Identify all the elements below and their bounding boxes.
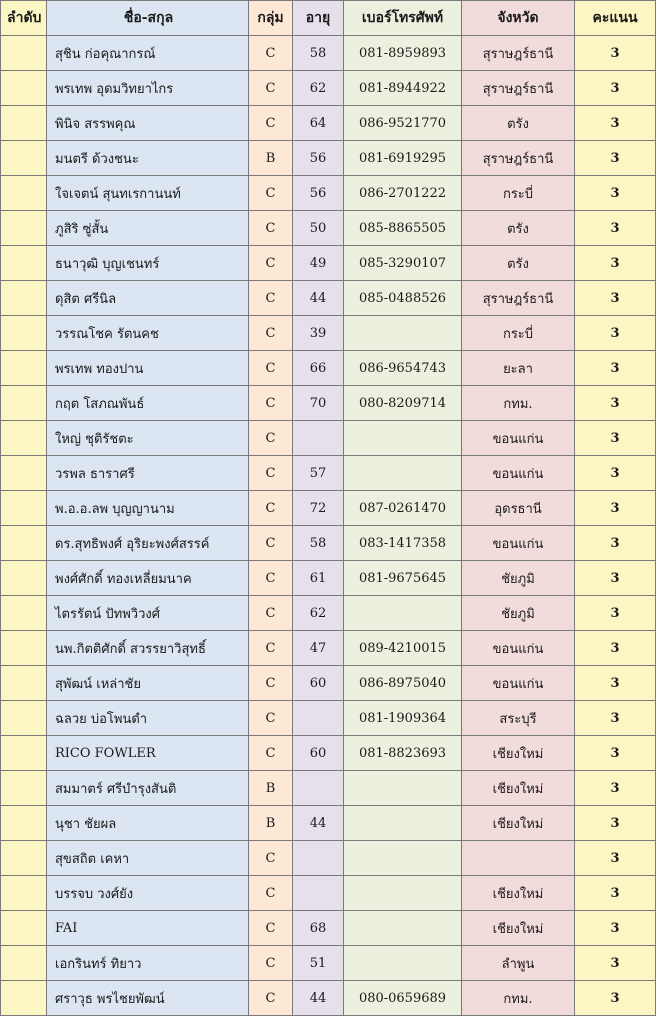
cell-index[interactable]	[1, 771, 47, 806]
cell-phone[interactable]: 085-8865505	[344, 211, 462, 246]
cell-age[interactable]	[293, 841, 344, 876]
table-header	[1, 1, 656, 36]
cell-group[interactable]: C	[249, 596, 293, 631]
cell-group[interactable]: B	[249, 141, 293, 176]
cell-age[interactable]: 50	[293, 211, 344, 246]
cell-group[interactable]: C	[249, 561, 293, 596]
cell-province[interactable]: เชียงใหม่	[462, 771, 575, 806]
cell-name[interactable]: สุชิน ก่อคุณากรณ์	[47, 36, 249, 71]
cell-score[interactable]: 3	[575, 736, 656, 771]
cell-name[interactable]: สมมาตร์ ศรีบำรุงสันติ	[47, 771, 249, 806]
cell-index[interactable]	[1, 876, 47, 911]
cell-age[interactable]: 58	[293, 526, 344, 561]
cell-age[interactable]: 60	[293, 666, 344, 701]
cell-index[interactable]	[1, 141, 47, 176]
cell-age[interactable]	[293, 876, 344, 911]
cell-phone[interactable]: 089-4210015	[344, 631, 462, 666]
table-row	[1, 211, 656, 246]
table-row	[1, 841, 656, 876]
cell-age[interactable]: 56	[293, 141, 344, 176]
cell-score[interactable]: 3	[575, 946, 656, 981]
cell-age[interactable]: 70	[293, 386, 344, 421]
cell-province[interactable]: ขอนแก่น	[462, 666, 575, 701]
cell-group[interactable]: C	[249, 981, 293, 1016]
cell-phone[interactable]: 081-1909364	[344, 701, 462, 736]
cell-score[interactable]: 3	[575, 981, 656, 1016]
cell-group[interactable]: C	[249, 631, 293, 666]
cell-group[interactable]: C	[249, 176, 293, 211]
header-province[interactable]: จังหวัด	[462, 1, 575, 36]
cell-province[interactable]: สุราษฎร์ธานี	[462, 281, 575, 316]
cell-group[interactable]: C	[249, 211, 293, 246]
cell-group[interactable]: C	[249, 841, 293, 876]
header-index[interactable]: ลำดับ	[1, 1, 47, 36]
cell-name[interactable]: บรรจบ วงศ์ยัง	[47, 876, 249, 911]
table-row	[1, 491, 656, 526]
cell-index[interactable]	[1, 246, 47, 281]
cell-phone[interactable]: 081-8944922	[344, 71, 462, 106]
cell-age[interactable]: 57	[293, 456, 344, 491]
cell-age[interactable]: 47	[293, 631, 344, 666]
cell-index[interactable]	[1, 561, 47, 596]
cell-name[interactable]: วรรณโชค รัตนคช	[47, 316, 249, 351]
cell-name[interactable]: พรเทพ ทองปาน	[47, 351, 249, 386]
cell-group[interactable]: C	[249, 386, 293, 421]
cell-age[interactable]: 44	[293, 281, 344, 316]
cell-group[interactable]: C	[249, 736, 293, 771]
cell-score[interactable]: 3	[575, 561, 656, 596]
table-row	[1, 421, 656, 456]
cell-phone[interactable]: 085-3290107	[344, 246, 462, 281]
header-age[interactable]: อายุ	[293, 1, 344, 36]
cell-name[interactable]: ธนาวุฒิ บุญเชนทร์	[47, 246, 249, 281]
cell-name[interactable]: วรพล ธาราศรี	[47, 456, 249, 491]
cell-age[interactable]	[293, 701, 344, 736]
cell-phone[interactable]: 081-8959893	[344, 36, 462, 71]
cell-index[interactable]	[1, 176, 47, 211]
cell-score[interactable]: 3	[575, 491, 656, 526]
cell-score[interactable]: 3	[575, 246, 656, 281]
table-row	[1, 631, 656, 666]
cell-score[interactable]: 3	[575, 666, 656, 701]
cell-index[interactable]	[1, 946, 47, 981]
cell-age[interactable]: 72	[293, 491, 344, 526]
cell-group[interactable]: B	[249, 771, 293, 806]
header-score[interactable]: คะแนน	[575, 1, 656, 36]
cell-phone[interactable]: 086-8975040	[344, 666, 462, 701]
cell-phone[interactable]: 087-0261470	[344, 491, 462, 526]
header-phone[interactable]: เบอร์โทรศัพท์	[344, 1, 462, 36]
table-row	[1, 386, 656, 421]
cell-phone[interactable]: 080-0659689	[344, 981, 462, 1016]
cell-province[interactable]: กทม.	[462, 386, 575, 421]
cell-phone[interactable]: 081-9675645	[344, 561, 462, 596]
cell-phone[interactable]	[344, 876, 462, 911]
cell-age[interactable]: 44	[293, 981, 344, 1016]
cell-name[interactable]: ฉลวย บ่อโพนดำ	[47, 701, 249, 736]
cell-age[interactable]: 62	[293, 596, 344, 631]
cell-province[interactable]: ลำพูน	[462, 946, 575, 981]
table-row	[1, 526, 656, 561]
table-row	[1, 176, 656, 211]
cell-group[interactable]: C	[249, 456, 293, 491]
cell-province[interactable]: สระบุรี	[462, 701, 575, 736]
cell-index[interactable]	[1, 491, 47, 526]
cell-name[interactable]: ดร.สุทธิพงศ์ อุริยะพงศ์สรรค์	[47, 526, 249, 561]
cell-age[interactable]: 62	[293, 71, 344, 106]
cell-age[interactable]: 44	[293, 806, 344, 841]
table-row	[1, 456, 656, 491]
cell-name[interactable]: นพ.กิตติศักดิ์ สวรรยาวิสุทธิ์	[47, 631, 249, 666]
table-row	[1, 981, 656, 1016]
cell-index[interactable]	[1, 596, 47, 631]
cell-name[interactable]: พินิจ สรรพคุณ	[47, 106, 249, 141]
cell-group[interactable]: C	[249, 666, 293, 701]
cell-phone[interactable]	[344, 911, 462, 946]
cell-age[interactable]: 60	[293, 736, 344, 771]
cell-age[interactable]: 66	[293, 351, 344, 386]
cell-phone[interactable]: 081-8823693	[344, 736, 462, 771]
cell-group[interactable]: C	[249, 316, 293, 351]
cell-score[interactable]: 3	[575, 141, 656, 176]
cell-score[interactable]: 3	[575, 421, 656, 456]
header-group[interactable]: กลุ่ม	[249, 1, 293, 36]
cell-name[interactable]: กฤต โสภณพันธ์	[47, 386, 249, 421]
cell-group[interactable]: C	[249, 246, 293, 281]
cell-index[interactable]	[1, 316, 47, 351]
table-row	[1, 666, 656, 701]
cell-name[interactable]: ภูสิริ ซู่สั้น	[47, 211, 249, 246]
cell-group[interactable]: C	[249, 701, 293, 736]
cell-name[interactable]: พรเทพ อุดมวิทยาไกร	[47, 71, 249, 106]
table-row	[1, 106, 656, 141]
cell-province[interactable]: ขอนแก่น	[462, 421, 575, 456]
cell-province[interactable]: กทม.	[462, 981, 575, 1016]
cell-name[interactable]: นุชา ชัยผล	[47, 806, 249, 841]
cell-phone[interactable]: 086-9654743	[344, 351, 462, 386]
cell-index[interactable]	[1, 386, 47, 421]
cell-province[interactable]: ชัยภูมิ	[462, 561, 575, 596]
cell-index[interactable]	[1, 281, 47, 316]
cell-index[interactable]	[1, 211, 47, 246]
cell-province[interactable]: ยะลา	[462, 351, 575, 386]
cell-name[interactable]: ไตรรัตน์ ปัทพวิวงศ์	[47, 596, 249, 631]
cell-age[interactable]: 64	[293, 106, 344, 141]
cell-phone[interactable]	[344, 771, 462, 806]
cell-index[interactable]	[1, 666, 47, 701]
cell-phone[interactable]	[344, 456, 462, 491]
table-row	[1, 701, 656, 736]
table-row	[1, 281, 656, 316]
cell-name[interactable]: ใหญ่ ชุติรัชตะ	[47, 421, 249, 456]
cell-province[interactable]: ตรัง	[462, 246, 575, 281]
cell-name[interactable]: ใจเจตน์ สุนทเรกานนท์	[47, 176, 249, 211]
table-body	[1, 36, 656, 1016]
cell-index[interactable]	[1, 981, 47, 1016]
cell-score[interactable]: 3	[575, 596, 656, 631]
table-row	[1, 911, 656, 946]
cell-score[interactable]: 3	[575, 911, 656, 946]
cell-group[interactable]: C	[249, 36, 293, 71]
cell-phone[interactable]: 085-0488526	[344, 281, 462, 316]
cell-score[interactable]: 3	[575, 876, 656, 911]
table-row	[1, 876, 656, 911]
cell-index[interactable]	[1, 36, 47, 71]
cell-age[interactable]: 61	[293, 561, 344, 596]
table-row	[1, 351, 656, 386]
cell-score[interactable]: 3	[575, 806, 656, 841]
cell-group[interactable]: C	[249, 421, 293, 456]
cell-phone[interactable]: 081-6919295	[344, 141, 462, 176]
cell-phone[interactable]	[344, 841, 462, 876]
cell-score[interactable]: 3	[575, 841, 656, 876]
cell-group[interactable]: C	[249, 281, 293, 316]
cell-name[interactable]: ดุสิต ศรีนิล	[47, 281, 249, 316]
cell-index[interactable]	[1, 71, 47, 106]
table-row	[1, 246, 656, 281]
cell-score[interactable]: 3	[575, 526, 656, 561]
cell-name[interactable]: RICO FOWLER	[47, 736, 249, 771]
cell-index[interactable]	[1, 526, 47, 561]
header-row	[1, 1, 656, 36]
cell-province[interactable]: สุราษฎร์ธานี	[462, 71, 575, 106]
cell-province[interactable]: ตรัง	[462, 211, 575, 246]
cell-score[interactable]: 3	[575, 771, 656, 806]
cell-score[interactable]: 3	[575, 701, 656, 736]
cell-index[interactable]	[1, 456, 47, 491]
cell-province[interactable]: ขอนแก่น	[462, 631, 575, 666]
cell-score[interactable]: 3	[575, 386, 656, 421]
cell-index[interactable]	[1, 701, 47, 736]
cell-age[interactable]: 39	[293, 316, 344, 351]
cell-score[interactable]: 3	[575, 351, 656, 386]
cell-score[interactable]: 3	[575, 176, 656, 211]
cell-index[interactable]	[1, 631, 47, 666]
cell-index[interactable]	[1, 736, 47, 771]
table-row	[1, 771, 656, 806]
cell-name[interactable]: พงศ์ศักดิ์ ทองเหลี่ยมนาค	[47, 561, 249, 596]
cell-age[interactable]	[293, 421, 344, 456]
cell-index[interactable]	[1, 351, 47, 386]
cell-score[interactable]: 3	[575, 631, 656, 666]
cell-name[interactable]: พ.อ.อ.ลพ บุญญานาม	[47, 491, 249, 526]
table-row	[1, 561, 656, 596]
cell-age[interactable]: 49	[293, 246, 344, 281]
cell-name[interactable]: สุขสถิต เคหา	[47, 841, 249, 876]
cell-index[interactable]	[1, 421, 47, 456]
cell-phone[interactable]	[344, 316, 462, 351]
table-row	[1, 71, 656, 106]
cell-group[interactable]: C	[249, 526, 293, 561]
cell-province[interactable]: ขอนแก่น	[462, 526, 575, 561]
table-row	[1, 141, 656, 176]
cell-score[interactable]: 3	[575, 106, 656, 141]
cell-score[interactable]: 3	[575, 211, 656, 246]
cell-phone[interactable]: 086-9521770	[344, 106, 462, 141]
cell-age[interactable]: 56	[293, 176, 344, 211]
cell-phone[interactable]: 086-2701222	[344, 176, 462, 211]
cell-group[interactable]: C	[249, 911, 293, 946]
cell-name[interactable]: สุพัฒน์ เหล่าชัย	[47, 666, 249, 701]
cell-province[interactable]: เชียงใหม่	[462, 911, 575, 946]
cell-group[interactable]: B	[249, 806, 293, 841]
cell-index[interactable]	[1, 911, 47, 946]
table-row	[1, 36, 656, 71]
cell-province[interactable]	[462, 841, 575, 876]
cell-age[interactable]	[293, 771, 344, 806]
header-name[interactable]: ชื่อ-สกุล	[47, 1, 249, 36]
cell-province[interactable]: กระบี่	[462, 316, 575, 351]
cell-name[interactable]: เอกรินทร์ ทิยาว	[47, 946, 249, 981]
cell-group[interactable]: C	[249, 876, 293, 911]
cell-score[interactable]: 3	[575, 281, 656, 316]
cell-group[interactable]: C	[249, 106, 293, 141]
cell-province[interactable]: อุดรธานี	[462, 491, 575, 526]
cell-province[interactable]: ตรัง	[462, 106, 575, 141]
cell-province[interactable]: ชัยภูมิ	[462, 596, 575, 631]
cell-name[interactable]: ศราวุธ พรไชยพัฒน์	[47, 981, 249, 1016]
cell-phone[interactable]: 083-1417358	[344, 526, 462, 561]
cell-index[interactable]	[1, 106, 47, 141]
cell-province[interactable]: กระบี่	[462, 176, 575, 211]
table-row	[1, 806, 656, 841]
cell-phone[interactable]	[344, 421, 462, 456]
cell-province[interactable]: ขอนแก่น	[462, 456, 575, 491]
cell-index[interactable]	[1, 841, 47, 876]
cell-phone[interactable]	[344, 806, 462, 841]
table-row	[1, 596, 656, 631]
cell-index[interactable]	[1, 806, 47, 841]
cell-group[interactable]: C	[249, 491, 293, 526]
table-row	[1, 736, 656, 771]
cell-score[interactable]: 3	[575, 36, 656, 71]
cell-score[interactable]: 3	[575, 316, 656, 351]
cell-province[interactable]: เชียงใหม่	[462, 876, 575, 911]
cell-province[interactable]: สุราษฎร์ธานี	[462, 36, 575, 71]
cell-province[interactable]: สุราษฎร์ธานี	[462, 141, 575, 176]
cell-score[interactable]: 3	[575, 71, 656, 106]
cell-province[interactable]: เชียงใหม่	[462, 736, 575, 771]
cell-phone[interactable]	[344, 596, 462, 631]
cell-age[interactable]: 68	[293, 911, 344, 946]
cell-score[interactable]: 3	[575, 456, 656, 491]
cell-phone[interactable]: 080-8209714	[344, 386, 462, 421]
table-row	[1, 316, 656, 351]
cell-name[interactable]: FAI	[47, 911, 249, 946]
cell-name[interactable]: มนตรี ด้วงชนะ	[47, 141, 249, 176]
cell-age[interactable]: 51	[293, 946, 344, 981]
cell-age[interactable]: 58	[293, 36, 344, 71]
cell-group[interactable]: C	[249, 71, 293, 106]
table-row	[1, 946, 656, 981]
cell-group[interactable]: C	[249, 946, 293, 981]
cell-group[interactable]: C	[249, 351, 293, 386]
cell-phone[interactable]	[344, 946, 462, 981]
cell-province[interactable]: เชียงใหม่	[462, 806, 575, 841]
